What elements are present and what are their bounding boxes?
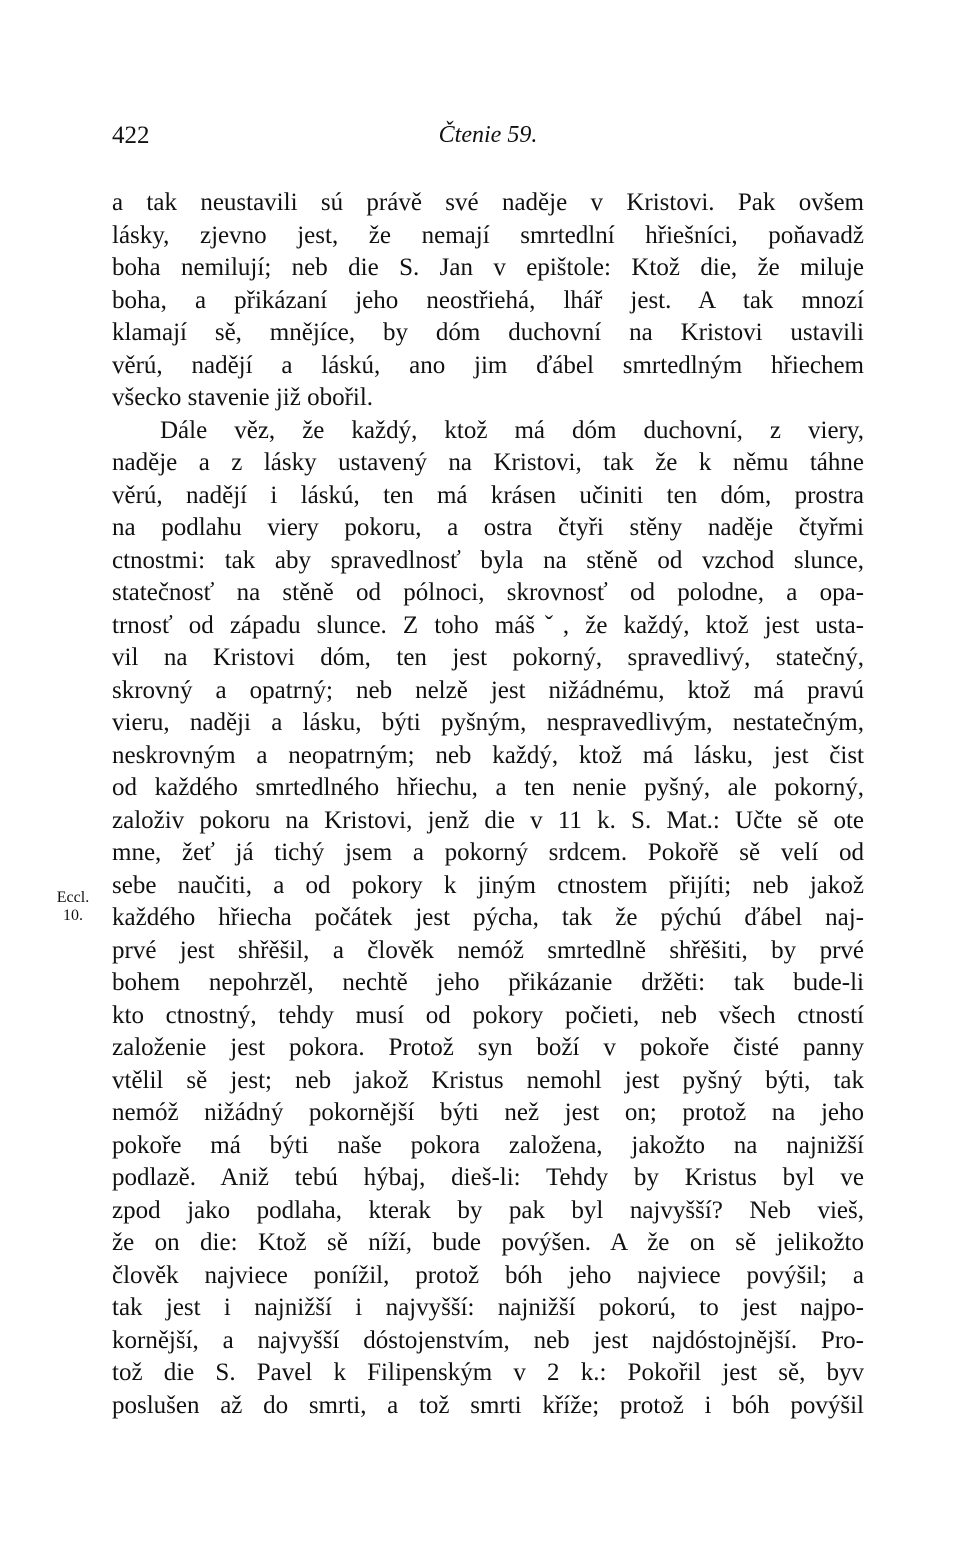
text-line: člověk najviece ponížil, protož bóh jeho najviece povýšil; a — [112, 1261, 864, 1289]
text-line: věrú, nadějí a láskú, ano jim ďábel smrtedlným hřiechem — [112, 351, 864, 379]
text-line: vil na Kristovi dóm, ten jest pokorný, spravedlivý, statečný, — [112, 644, 864, 671]
text-line: každého hřiecha počátek jest pýcha, tak že pýchú ďábel naj- — [112, 904, 864, 931]
page-header — [112, 122, 864, 162]
text-line: všecko stavenie již obořil. — [112, 384, 374, 411]
running-title: Čtenie 59. — [438, 122, 538, 148]
text-line: založenie jest pokora. Protož syn boží v pokoře čisté panny — [112, 1034, 864, 1061]
text-line: podlazě. Aniž tebú hýbaj, dieš-li: Tehdy by Kristus byl ve — [112, 1164, 864, 1191]
text-line: skrovný a opatrný; neb nelzě jest nižádnému, ktož má pravú — [112, 676, 864, 704]
text-line: neskrovným a neopatrným; neb každý, ktož má lásku, jest čist — [112, 741, 864, 769]
text-line: lásky, zjevno jest, že nemají smrtedlní hřiešníci, poňavadž — [112, 221, 864, 249]
text-line: poslušen až do smrti, a tož smrti kříže; protož i bóh povýšil — [112, 1391, 864, 1419]
text-line: tak jest i najnižší i najvyšší: najnižší pokorú, to jest najpo- — [112, 1294, 864, 1321]
text-line: ctnostmi: tak aby spravedlnosť byla na stěně od vzchod slunce, — [112, 546, 864, 574]
text-line: založiv pokoru na Kristovi, jenž die v 11 k. S. Mat.: Učte sě ote — [112, 806, 864, 834]
text-line: klamají sě, mnějíce, by dóm duchovní na Kristovi ustavili — [112, 319, 864, 346]
page-number: 422 — [112, 122, 150, 149]
text-line: že on die: Ktož sě níží, bude povýšen. A že on sě jelikožto — [112, 1229, 864, 1256]
body-text — [112, 187, 864, 1422]
text-line: vtělil sě jest; neb jakož Kristus nemohl jest pyšný býti, tak — [112, 1066, 864, 1094]
text-line: mne, žeť já tichý jsem a pokorný srdcem. Pokořě sě velí od — [112, 839, 864, 866]
text-line: tož die S. Pavel k Filipenským v 2 k.: Pokořil jest sě, byv — [112, 1359, 864, 1386]
text-line: na podlahu viery pokoru, a ostra čtyři stěny naděje čtyřmi — [112, 514, 864, 541]
text-line: vieru, naději a lásku, býti pyšným, nespravedlivým, nestatečným, — [112, 709, 864, 736]
margin-reference — [48, 889, 98, 925]
text-line: nemóž nižádný pokornější býti než jest on; protož na jeho — [112, 1099, 864, 1126]
margin-reference-chapter: 10. — [63, 907, 83, 924]
text-line: prvé jest shřěšil, a člověk nemóž smrtedlně shřěšiti, by prvé — [112, 936, 864, 964]
text-line: statečnosť na stěně od pólnoci, skrovnosť od polodne, a opa- — [112, 579, 864, 606]
text-line: kto ctnostný, tehdy musí od pokory počieti, neb všech ctností — [112, 1001, 864, 1029]
text-line: a tak neustavili sú právě své naděje v Kristovi. Pak ovšem — [112, 189, 864, 216]
text-line: pokoře má býti naše pokora založena, jakožto na najnižší — [112, 1131, 864, 1159]
text-line: boha, a přikázaní jeho neostřiehá, lhář jest. A tak mnozí — [112, 286, 864, 314]
text-line: Dále věz, že každý, ktož má dóm duchovní, z viery, — [160, 416, 864, 444]
text-line: věrú, nadějí i láskú, ten má krásen učiniti ten dóm, prostra — [112, 481, 864, 509]
text-line: od každého smrtedlného hřiechu, a ten nenie pyšný, ale pokorný, — [112, 774, 864, 801]
text-line: naděje a z lásky ustavený na Kristovi, tak že k němu táhne — [112, 449, 864, 476]
text-line: zpod jako podlaha, kterak by pak byl najvyšší? Neb vieš, — [112, 1196, 864, 1224]
text-line: bohem nepohrzěl, nechtě jeho přikázanie držěti: tak bude-li — [112, 969, 864, 996]
text-line: kornější, a najvyšší dóstojenstvím, neb jest najdóstojnější. Pro- — [112, 1326, 864, 1354]
text-line: sebe naučiti, a od pokory k jiným ctnostem přijíti; neb jakož — [112, 871, 864, 899]
text-line: trnosť od západu slunce. Z toho mášˇ, že každý, ktož jest usta- — [112, 611, 864, 639]
margin-reference-book: Eccl. — [56, 889, 90, 906]
text-line: boha nemilují; neb die S. Jan v epištole: Ktož die, že miluje — [112, 254, 864, 281]
